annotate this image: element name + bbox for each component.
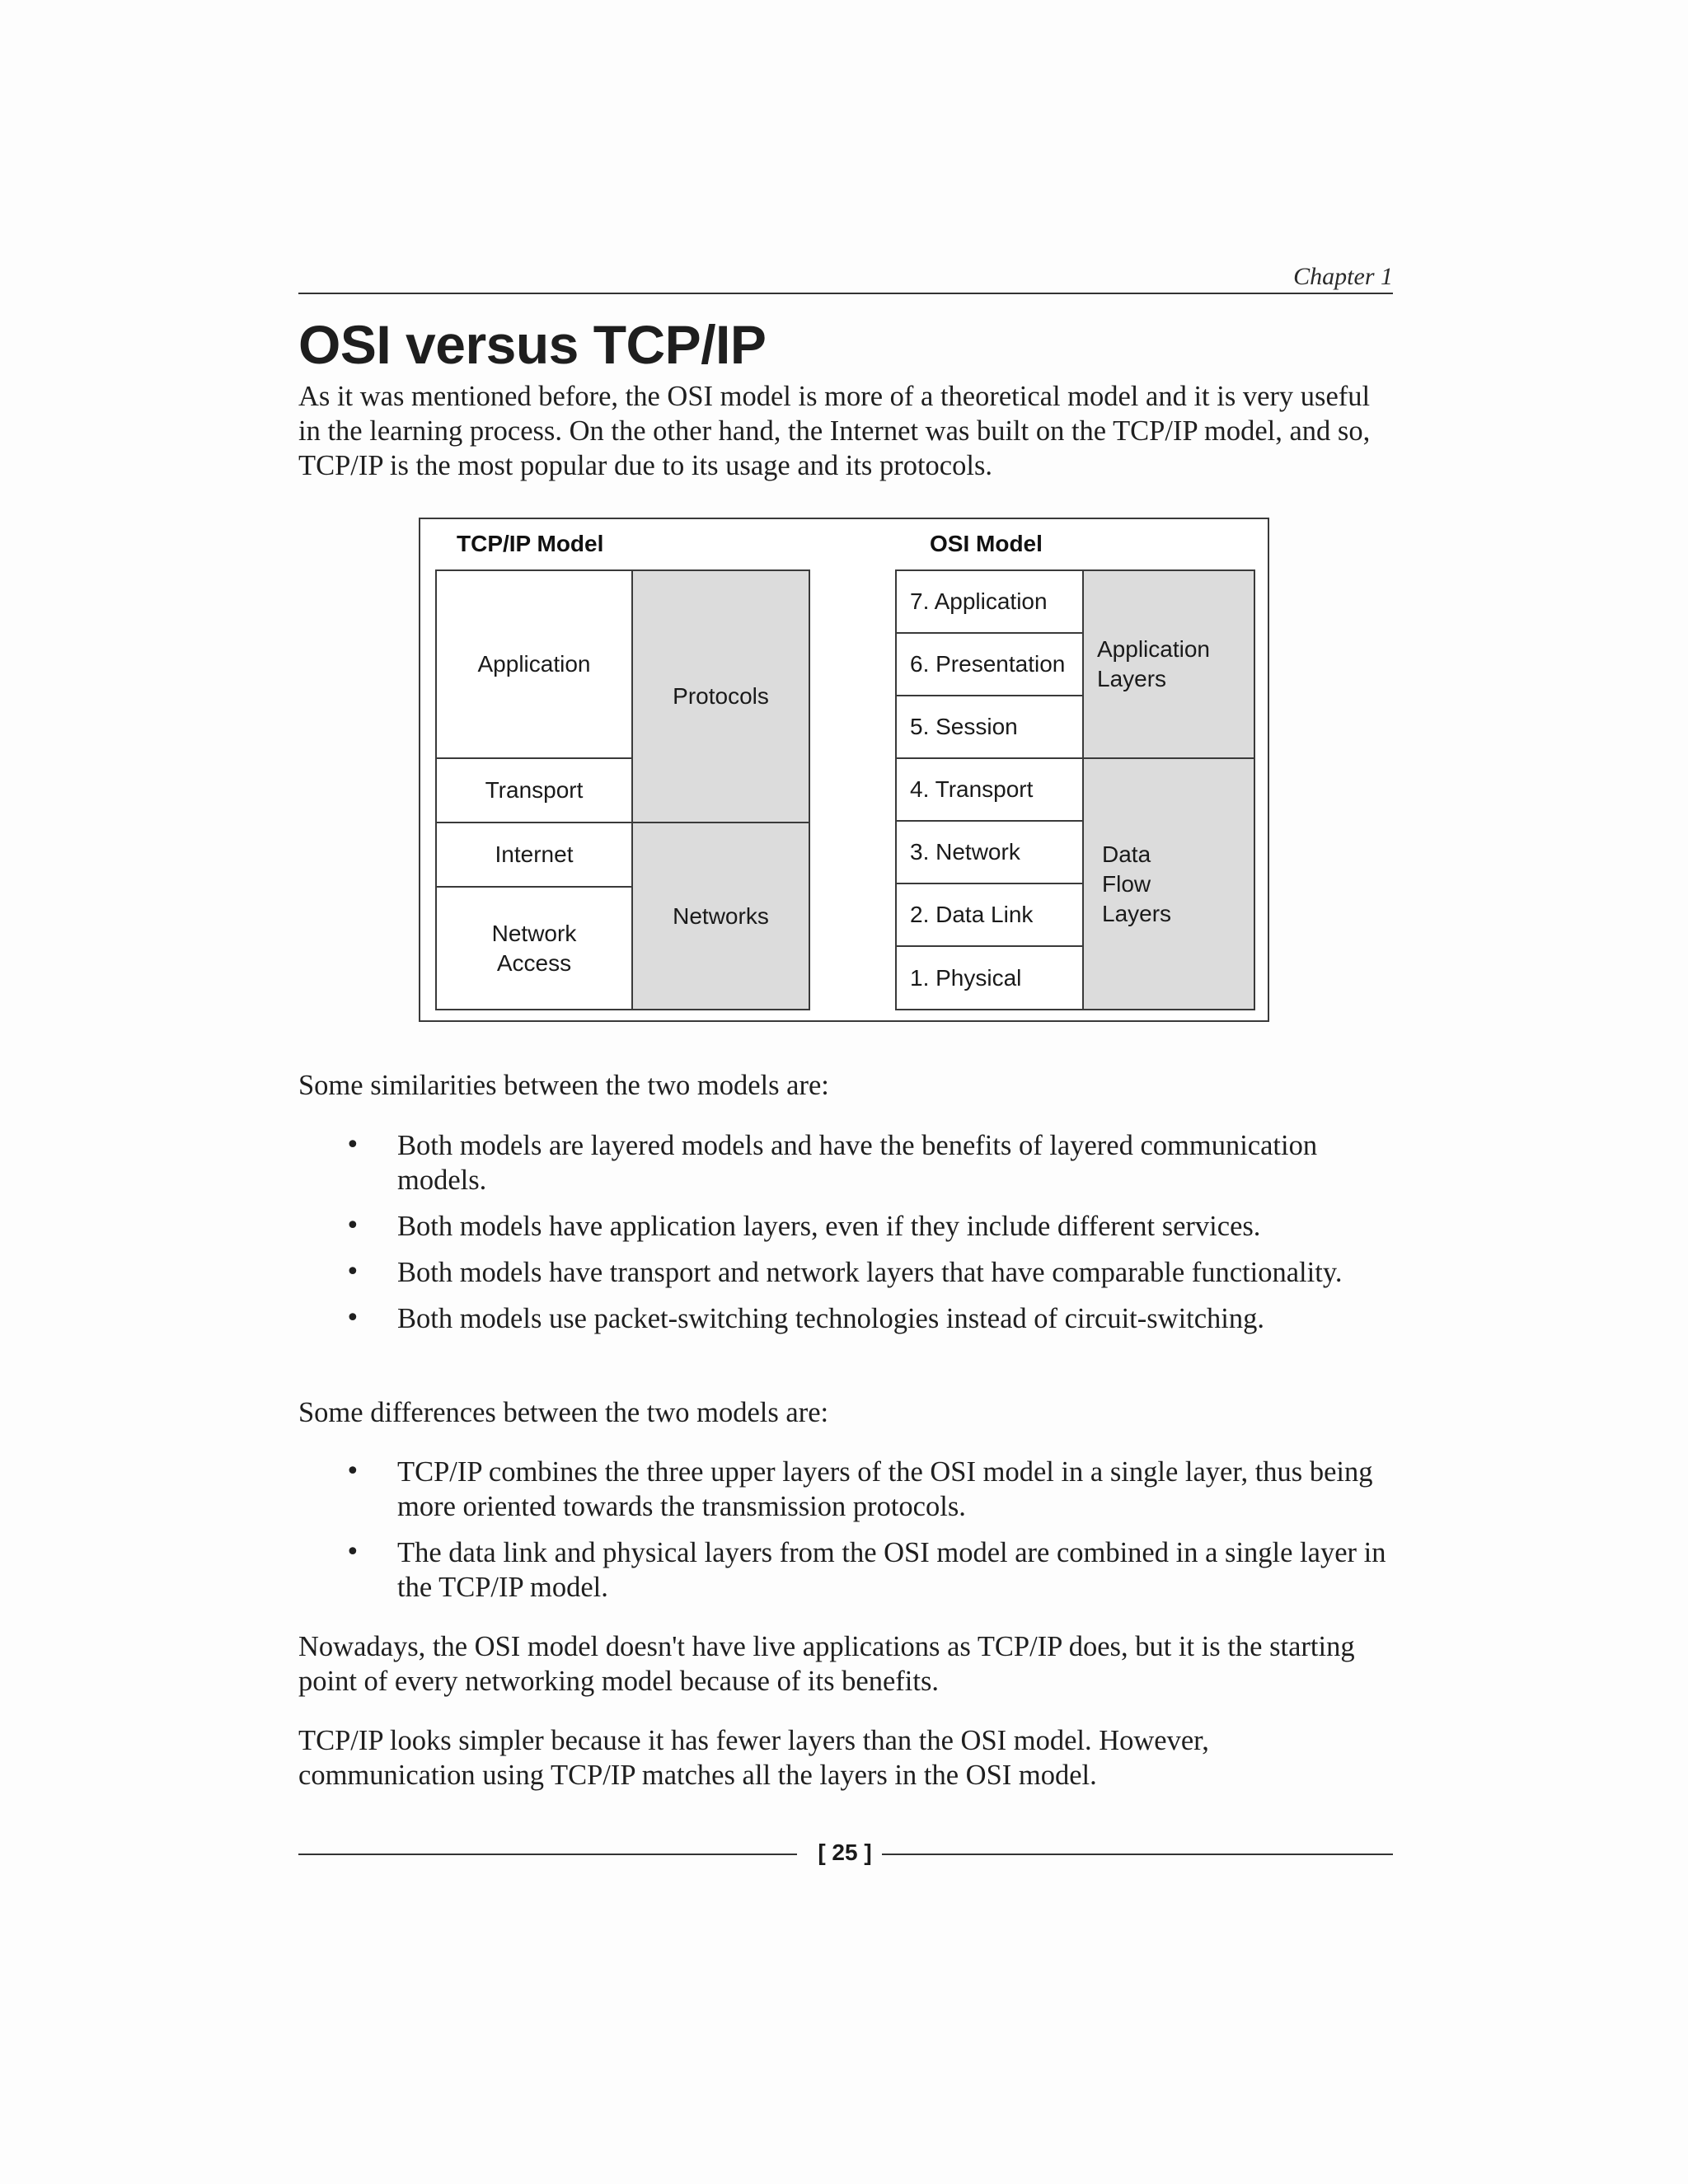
osi-group-application-layers: Application Layers bbox=[1082, 569, 1255, 759]
osi-layer-3-network: 3. Network bbox=[895, 820, 1084, 884]
similarity-item: • Both models use packet-switching technologies instead of circuit-switching. bbox=[298, 1301, 1393, 1336]
tcpip-layer-internet: Internet bbox=[435, 822, 633, 888]
differences-list bbox=[298, 1455, 1393, 1616]
running-header-chapter: Chapter 1 bbox=[1293, 263, 1393, 290]
footer-rule-left bbox=[298, 1854, 797, 1855]
similarities-intro: Some similarities between the two models are: bbox=[298, 1070, 829, 1101]
osi-layer-1-physical: 1. Physical bbox=[895, 945, 1084, 1010]
osi-layer-4-transport: 4. Transport bbox=[895, 757, 1084, 822]
intro-paragraph: As it was mentioned before, the OSI model is more of a theoretical model and it is very useful in the learning process. On the other hand, the Internet was built on the TCP/IP model, and so, TCP/IP is the most popular due to its usage and its protocols. bbox=[298, 381, 1371, 481]
similarity-item: • Both models have application layers, even if they include different services. bbox=[298, 1209, 1393, 1244]
tcpip-layer-network-access: Network Access bbox=[435, 886, 633, 1010]
tcpip-layer-application: Application bbox=[435, 569, 633, 759]
similarity-item: • Both models have transport and network layers that have comparable functionality. bbox=[298, 1255, 1393, 1290]
similarity-item: • Both models are layered models and have the benefits of layered communication models. bbox=[298, 1128, 1393, 1197]
page-title: OSI versus TCP/IP bbox=[298, 314, 767, 375]
model-comparison-figure bbox=[419, 518, 1269, 1022]
tcpip-model-title: TCP/IP Model bbox=[457, 531, 604, 556]
osi-group-data-flow-layers: Data Flow Layers bbox=[1082, 757, 1255, 1010]
footer-rule-right bbox=[882, 1854, 1393, 1855]
difference-item: • TCP/IP combines the three upper layers of the OSI model in a single layer, thus being more oriented towards the transmission protocols. bbox=[298, 1455, 1393, 1524]
header-rule bbox=[298, 293, 1393, 294]
osi-layer-2-data-link: 2. Data Link bbox=[895, 883, 1084, 947]
closing-paragraph-2: TCP/IP looks simpler because it has fewer layers than the OSI model. However, communication using TCP/IP matches all the layers in the OSI model. bbox=[298, 1725, 1209, 1791]
similarities-list bbox=[298, 1128, 1393, 1347]
osi-layer-7-application: 7. Application bbox=[895, 569, 1084, 634]
osi-layer-5-session: 5. Session bbox=[895, 695, 1084, 759]
tcpip-group-protocols: Protocols bbox=[631, 569, 810, 823]
differences-intro: Some differences between the two models are: bbox=[298, 1397, 829, 1428]
difference-item: • The data link and physical layers from the OSI model are combined in a single layer in the TCP/IP model. bbox=[298, 1535, 1393, 1605]
osi-model-title: OSI Model bbox=[930, 531, 1043, 556]
tcpip-group-networks: Networks bbox=[631, 822, 810, 1010]
tcpip-layer-transport: Transport bbox=[435, 757, 633, 823]
osi-layer-6-presentation: 6. Presentation bbox=[895, 632, 1084, 696]
page-number: [ 25 ] bbox=[818, 1840, 872, 1865]
closing-paragraph-1: Nowadays, the OSI model doesn't have live applications as TCP/IP does, but it is the starting point of every networking model because of its benefits. bbox=[298, 1631, 1355, 1697]
